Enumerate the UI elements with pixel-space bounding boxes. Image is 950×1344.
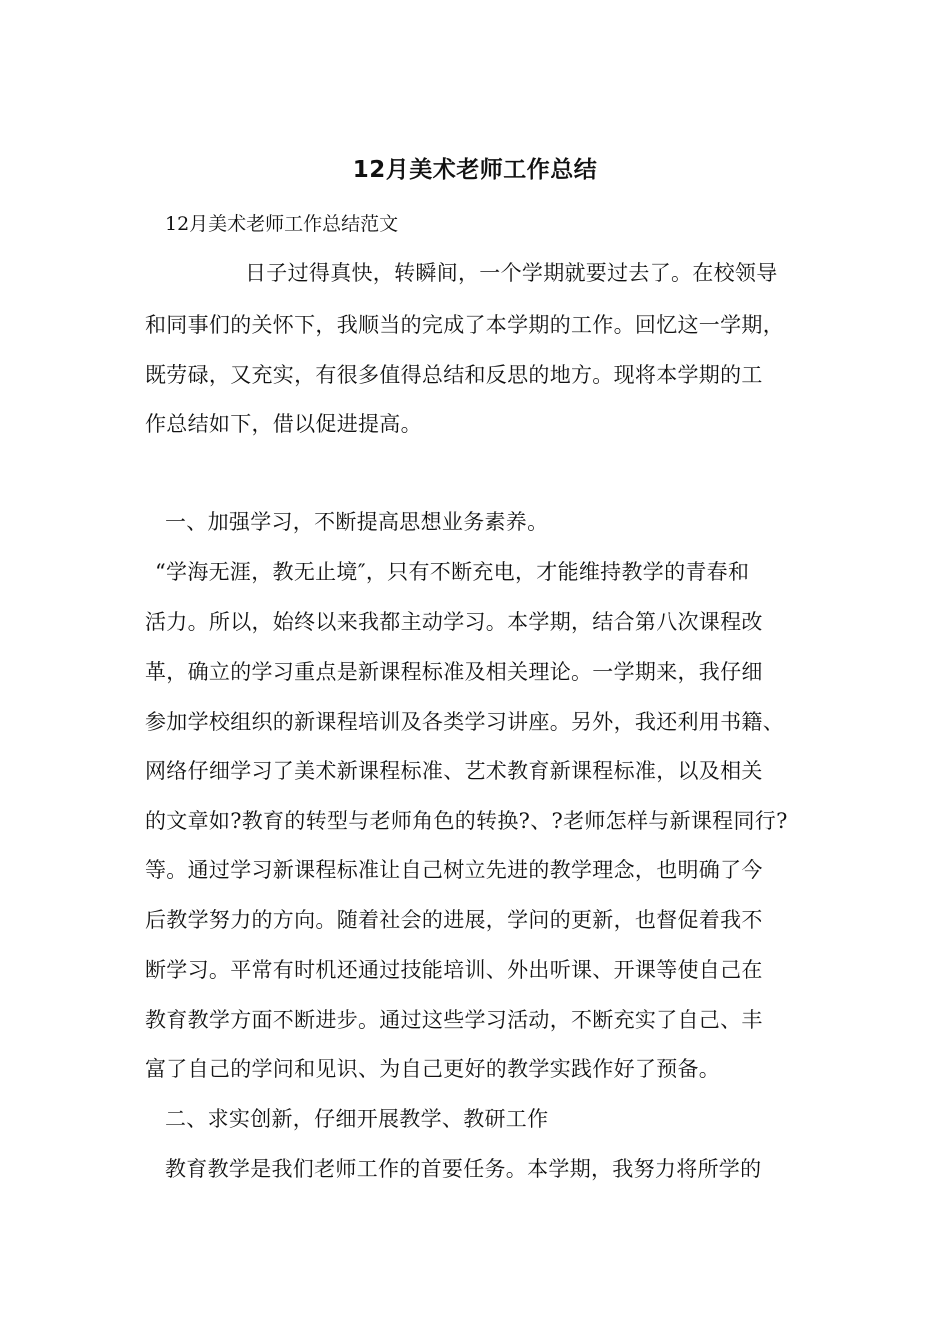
paragraph-line: “学海无涯，教无止境″，只有不断充电，才能维持教学的青春和 [155, 560, 750, 584]
paragraph-line: 活力。所以，始终以来我都主动学习。本学期，结合第八次课程改 [145, 610, 763, 634]
section-heading: 一、加强学习，不断提高思想业务素养。 [165, 510, 549, 534]
paragraph-line: 网络仔细学习了美术新课程标准、艺术教育新课程标准，以及相关 [145, 759, 763, 783]
paragraph-line: 断学习。平常有时机还通过技能培训、外出听课、开课等使自己在 [145, 958, 763, 982]
paragraph-line: 革，确立的学习重点是新课程标准及相关理论。一学期来，我仔细 [145, 660, 763, 684]
paragraph-line: 教育教学方面不断进步。通过这些学习活动，不断充实了自己、丰 [145, 1008, 763, 1032]
paragraph-line: 富了自己的学问和见识、为自己更好的教学实践作好了预备。 [145, 1057, 721, 1081]
paragraph-line: 后教学努力的方向。随着社会的进展，学问的更新，也督促着我不 [145, 908, 763, 932]
paragraph-line: 的文章如?教育的转型与老师角色的转换?、?老师怎样与新课程同行? [145, 809, 788, 833]
intro-line: 既劳碌，又充实，有很多值得总结和反思的地方。现将本学期的工 [145, 363, 763, 387]
intro-line: 和同事们的关怀下，我顺当的完成了本学期的工作。回忆这一学期， [145, 313, 784, 337]
intro-line: 作总结如下，借以促进提高。 [145, 412, 422, 436]
section-heading: 二、求实创新，仔细开展教学、教研工作 [165, 1107, 549, 1131]
document-subtitle: 12月美术老师工作总结范文 [165, 213, 399, 235]
paragraph-line: 等。通过学习新课程标准让自己树立先进的教学理念，也明确了今 [145, 858, 763, 882]
paragraph-line: 参加学校组织的新课程培训及各类学习讲座。另外，我还利用书籍、 [145, 710, 784, 734]
document-title: 12月美术老师工作总结 [352, 157, 598, 183]
intro-line: 日子过得真快，转瞬间，一个学期就要过去了。在校领导 [245, 261, 778, 285]
paragraph-line: 教育教学是我们老师工作的首要任务。本学期，我努力将所学的 [165, 1157, 762, 1181]
